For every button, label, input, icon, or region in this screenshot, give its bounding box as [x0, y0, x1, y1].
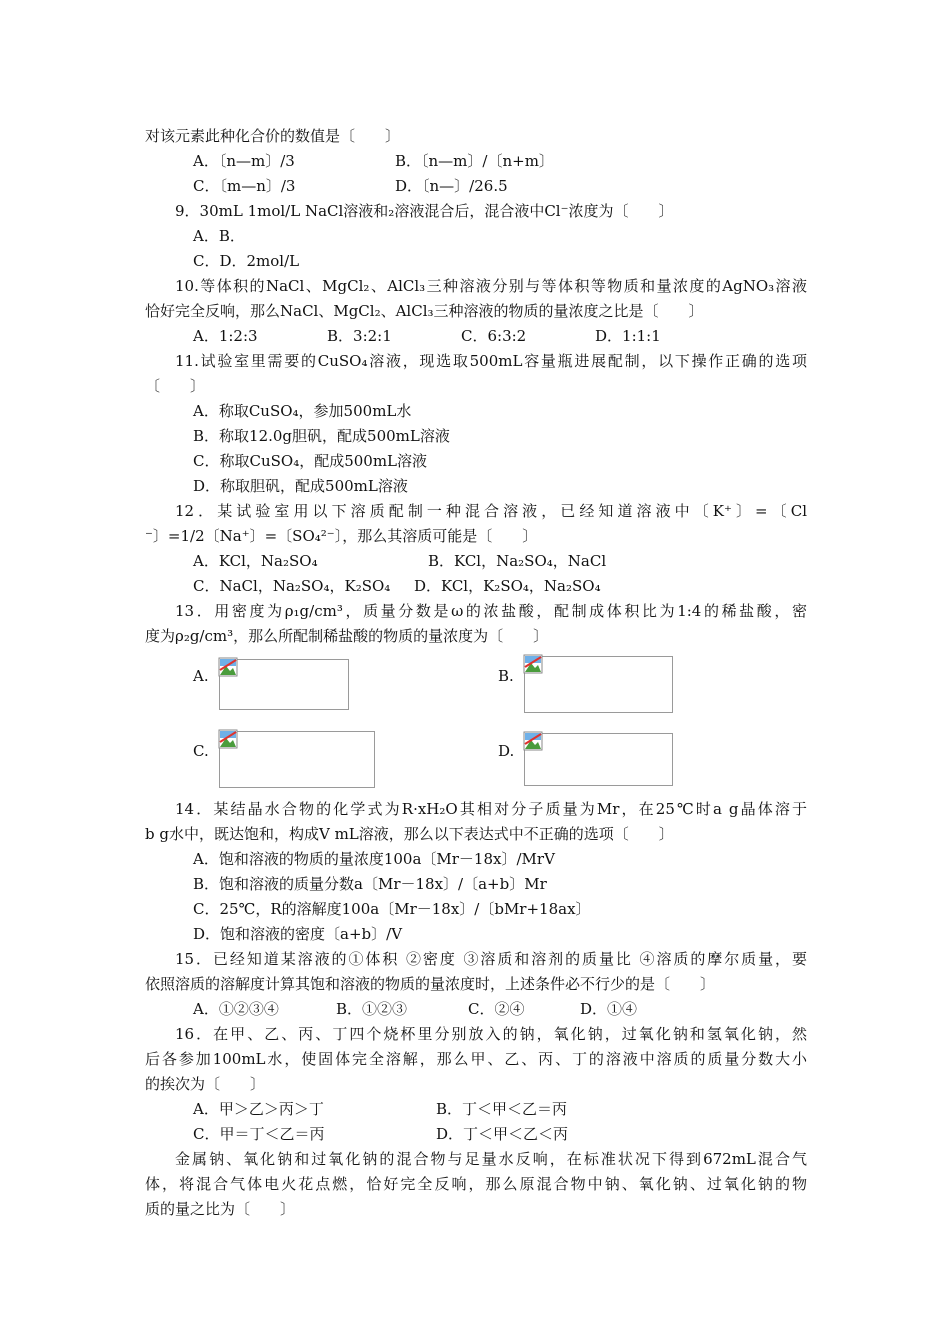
- q12-option-b: B．KCl，Na₂SO₄，NaCl: [428, 552, 607, 570]
- q13-option-d-label: D.: [498, 742, 515, 760]
- q13-option-c-formula-image: [219, 731, 375, 788]
- q10-stem-line-1: 10.等体积的NaCl、MgCl₂、AlCl₃三种溶液分别与等体积等物质和量浓度的AgNO₃溶液: [175, 277, 807, 295]
- q16-option-d: D．丁＜甲＜乙＜丙: [436, 1125, 569, 1143]
- q16-option-b: B．丁＜甲＜乙＝丙: [436, 1100, 568, 1118]
- broken-image-icon: [218, 657, 238, 677]
- q17-stem-line-2: 体，将混合气体电火花点燃，恰好完全反响，那么原混合物中钠、氧化钠、过氧化钠的物: [145, 1175, 807, 1193]
- q8-option-a: A．〔n—m〕/3: [193, 152, 295, 170]
- q12-option-c: C．NaCl，Na₂SO₄，K₂SO₄: [193, 577, 391, 595]
- q8-option-c: C．〔m—n〕/3: [193, 177, 296, 195]
- q12-stem-line-2: ⁻〕=1/2〔Na⁺〕=〔SO₄²⁻〕，那么其溶质可能是〔 〕: [145, 527, 538, 545]
- q16-stem-line-1: 16．在甲、乙、丙、丁四个烧杯里分别放入的钠，氧化钠，过氧化钠和氢氧化钠，然: [175, 1025, 807, 1043]
- q15-option-d: D．①④: [580, 1000, 638, 1018]
- q14-option-a: A．饱和溶液的物质的量浓度100a〔Mr－18x〕/MrV: [193, 850, 555, 868]
- q15-option-a: A．①②③④: [193, 1000, 279, 1018]
- q10-option-d: D．1:1:1: [595, 327, 661, 345]
- q11-stem-line-1: 11.试验室里需要的CuSO₄溶液，现选取500mL容量瓶进展配制，以下操作正确的选项: [175, 352, 807, 370]
- q13-stem-line-1: 13．用密度为ρ₁g/cm³，质量分数是ω的浓盐酸，配制成体积比为1:4的稀盐酸，密: [175, 602, 807, 620]
- q9-options-cd: C．D．2mol/L: [193, 252, 300, 270]
- q14-option-c: C．25℃，R的溶解度100a〔Mr－18x〕/〔bMr+18ax〕: [193, 900, 591, 918]
- q14-stem-line-1: 14．某结晶水合物的化学式为R·xH₂O其相对分子质量为Mr，在25℃时a g晶体溶于: [175, 800, 807, 818]
- q9-options-ab: A．B．: [193, 227, 245, 245]
- q13-option-b-formula-image: [524, 656, 673, 713]
- q15-stem-line-2: 依照溶质的溶解度计算其饱和溶液的物质的量浓度时，上述条件必不行少的是〔 〕: [145, 975, 716, 993]
- broken-image-icon: [218, 729, 238, 749]
- q14-stem-line-2: b g水中，既达饱和，构成V mL溶液，那么以下表达式中不正确的选项〔 〕: [145, 825, 674, 843]
- question-intro-line: 对该元素此种化合价的数值是〔 〕: [145, 127, 401, 145]
- q13-option-a-formula-image: [219, 659, 349, 710]
- q13-option-c-label: C.: [193, 742, 209, 760]
- q13-option-d-formula-image: [524, 733, 673, 786]
- q13-option-a-label: A.: [193, 667, 209, 685]
- q11-option-d: D．称取胆矾，配成500mL溶液: [193, 477, 408, 495]
- q16-stem-line-2: 后各参加100mL水，使固体完全溶解，那么甲、乙、丙、丁的溶液中溶质的质量分数大小: [145, 1050, 807, 1068]
- q16-option-c: C．甲＝丁＜乙＝丙: [193, 1125, 325, 1143]
- q15-option-c: C．②④: [468, 1000, 525, 1018]
- q10-option-c: C．6:3:2: [461, 327, 527, 345]
- q12-option-d: D．KCl，K₂SO₄，Na₂SO₄: [414, 577, 601, 595]
- q10-option-a: A．1:2:3: [193, 327, 258, 345]
- q13-stem-line-2: 度为ρ₂g/cm³，那么所配制稀盐酸的物质的量浓度为〔 〕: [145, 627, 549, 645]
- broken-image-icon: [523, 654, 543, 674]
- q17-stem-line-3: 质的量之比为〔 〕: [145, 1200, 296, 1218]
- q12-option-a: A．KCl，Na₂SO₄: [193, 552, 318, 570]
- q17-stem-line-1: 金属钠、氧化钠和过氧化钠的混合物与足量水反响，在标准状况下得到672mL混合气: [175, 1150, 807, 1168]
- q16-option-a: A．甲＞乙＞丙＞丁: [193, 1100, 324, 1118]
- q9-stem: 9．30mL 1mol/L NaCl溶液和₂溶液混合后，混合液中Cl⁻浓度为〔 〕: [175, 202, 674, 220]
- q8-option-d: D．〔n—〕/26.5: [395, 177, 508, 195]
- q11-option-c: C．称取CuSO₄，配成500mL溶液: [193, 452, 428, 470]
- q11-stem-line-2: 〔 〕: [145, 377, 206, 395]
- q11-option-b: B．称取12.0g胆矾，配成500mL溶液: [193, 427, 450, 445]
- broken-image-icon: [523, 731, 543, 751]
- q10-option-b: B．3:2:1: [327, 327, 392, 345]
- q13-option-b-label: B.: [498, 667, 514, 685]
- q12-stem-line-1: 12．某试验室用以下溶质配制一种混合溶液，已经知道溶液中〔K⁺〕=〔Cl: [175, 502, 807, 520]
- q15-option-b: B．①②③: [336, 1000, 408, 1018]
- q8-option-b: B．〔n—m〕/〔n+m〕: [395, 152, 554, 170]
- q11-option-a: A．称取CuSO₄，参加500mL水: [193, 402, 412, 420]
- q10-stem-line-2: 恰好完全反响，那么NaCl、MgCl₂、AlCl₃三种溶液的物质的量浓度之比是〔 〕: [145, 302, 704, 320]
- q14-option-b: B．饱和溶液的质量分数a〔Mr－18x〕/〔a+b〕Mr: [193, 875, 547, 893]
- q14-option-d: D．饱和溶液的密度〔a+b〕/V: [193, 925, 403, 943]
- q15-stem-line-1: 15．已经知道某溶液的①体积 ②密度 ③溶质和溶剂的质量比 ④溶质的摩尔质量，要: [175, 950, 807, 968]
- q16-stem-line-3: 的挨次为〔 〕: [145, 1075, 266, 1093]
